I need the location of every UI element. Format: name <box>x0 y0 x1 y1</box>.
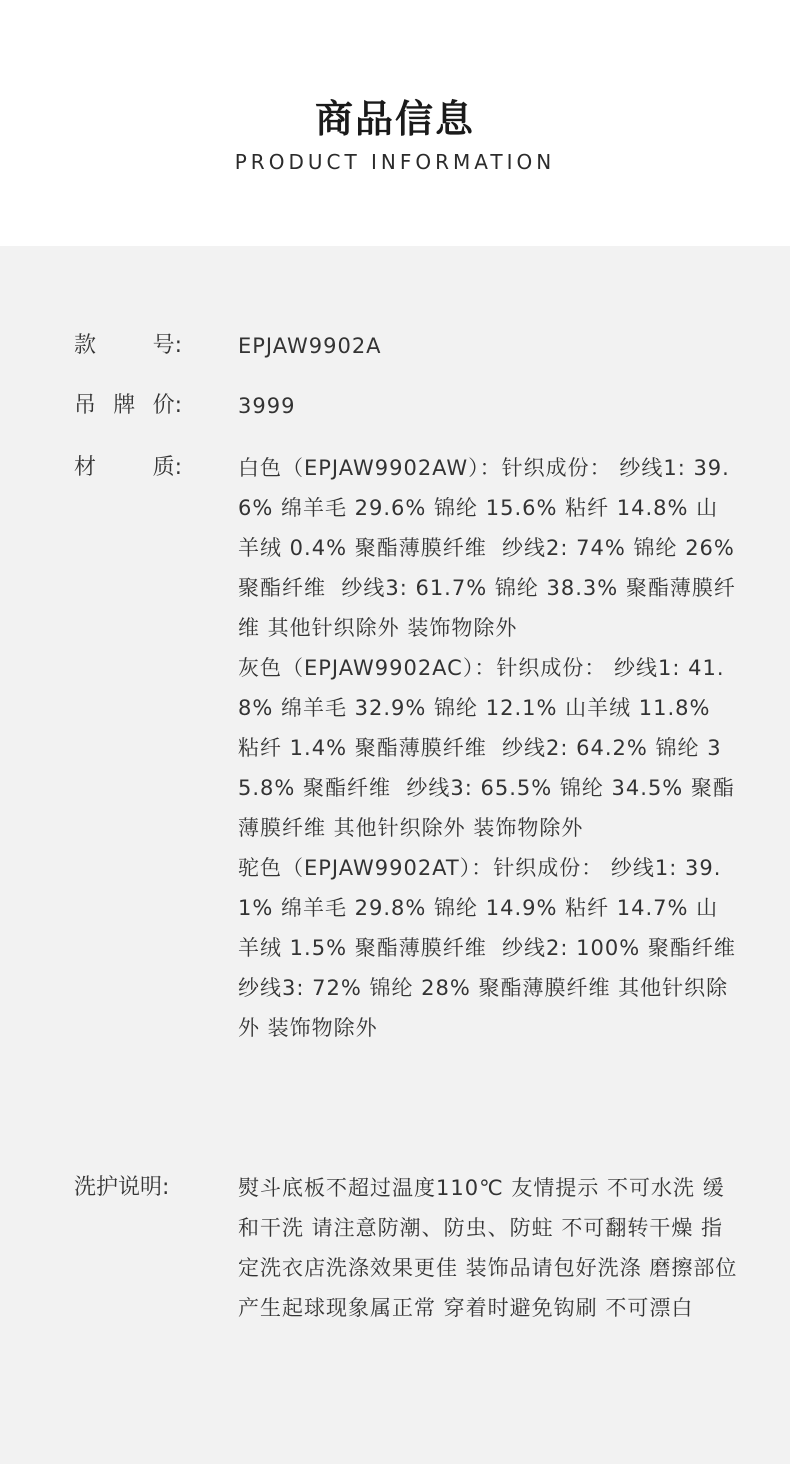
care-instructions: 熨斗底板不超过温度110℃ 友情提示 不可水洗 缓和干洗 请注意防潮、防虫、防蛀 不可翻转干燥 指定洗衣店洗涤效果更佳 装饰品请包好洗涤 磨擦部位产生起球现象属正常 穿着时避免钩刷 不可漂白 <box>238 1176 738 1320</box>
style-number-value: EPJAW9902A <box>238 334 382 358</box>
material-value <box>238 448 752 1048</box>
product-info-panel <box>0 246 790 1464</box>
material-grey: 灰色（EPJAW9902AC）：针织成份： 纱线1: 41.8% 绵羊毛 32.9% 锦纶 12.1% 山羊绒 11.8% 粘纤 1.4% 聚酯薄膜纤维 纱线2: 64.2% 锦纶 35.8% 聚酯纤维 纱线3: 65.5% 锦纶 34.5% 聚酯薄膜纤维 其他针织除外 装饰物除外 <box>238 656 735 840</box>
material-white: 白色（EPJAW9902AW）：针织成份： 纱线1: 39.6% 绵羊毛 29.6% 锦纶 15.6% 粘纤 14.8% 山羊绒 0.4% 聚酯薄膜纤维 纱线2: 74% 锦纶 26% 聚酯纤维 纱线3: 61.7% 锦纶 38.3% 聚酯薄膜纤维 其他针织除外 装饰物除外 <box>238 456 743 640</box>
care-label: 洗护说明: <box>74 1175 170 1200</box>
material-label: 材 质: <box>74 455 182 480</box>
style-number-label: 款 号: <box>74 333 182 358</box>
header-section <box>0 0 790 246</box>
price-value: 3999 <box>238 394 296 418</box>
page-title: 商品信息 <box>314 97 475 141</box>
care-value <box>238 1168 738 1328</box>
price-label: 吊 牌 价: <box>74 393 182 418</box>
material-camel: 驼色（EPJAW9902AT）：针织成份： 纱线1: 39.1% 绵羊毛 29.8% 锦纶 14.9% 粘纤 14.7% 山羊绒 1.5% 聚酯薄膜纤维 纱线2: 100% 聚酯纤维 纱线3: 72% 锦纶 28% 聚酯薄膜纤维 其他针织除外 装饰物除外 <box>238 856 752 1040</box>
page-subtitle: PRODUCT INFORMATION <box>234 150 556 174</box>
